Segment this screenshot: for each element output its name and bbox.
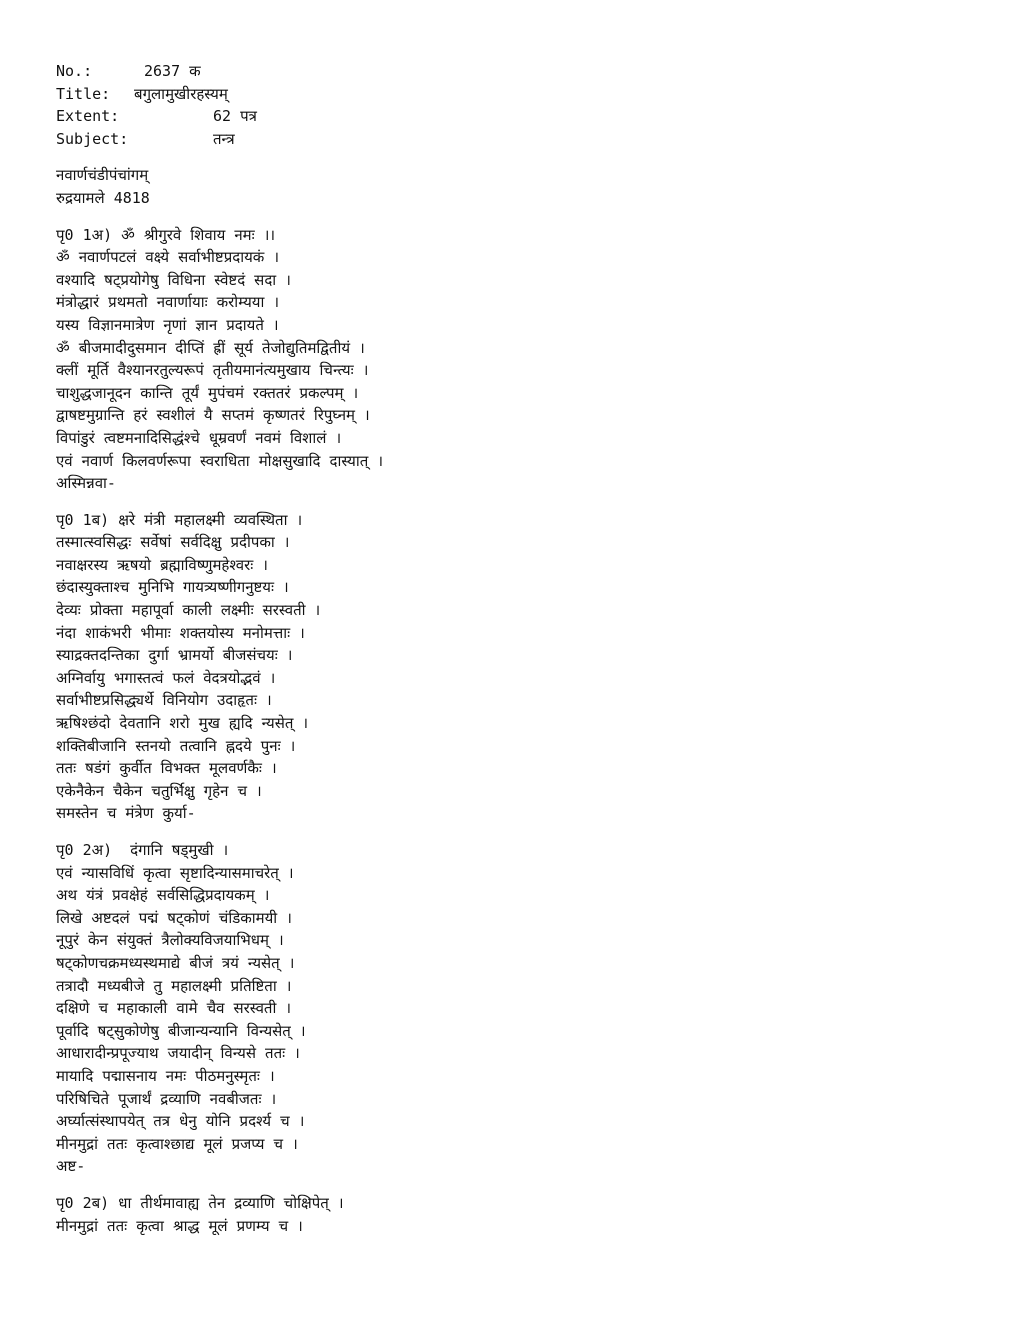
text-line: ततः षडंगं कुर्वीत विभक्त मूलवर्णकैः । bbox=[56, 759, 277, 778]
text-line: देव्यः प्रोक्ता महापूर्वा काली लक्ष्मीः सरस्वती । bbox=[56, 601, 321, 620]
text-line: आधारादीन्प्रपूज्याथ जयादीन् विन्यसे ततः । bbox=[56, 1044, 300, 1063]
subject-label: Subject: bbox=[56, 129, 129, 148]
text-line: परिषिचिते पूजार्थं द्रव्याणि नवबीजतः । bbox=[56, 1089, 277, 1108]
text-line: पृ0 1ब) क्षरे मंत्री महालक्ष्मी व्यवस्थिता । bbox=[56, 510, 303, 529]
number-row bbox=[56, 60, 996, 83]
text-line: एवं न्यासविधिं कृत्वा सृष्टादिन्यासमाचरेत् । bbox=[56, 863, 294, 882]
intro-line: रुद्रयामले 4818 bbox=[56, 188, 150, 207]
text-line: नंदा शाकंभरी भीमाः शक्तयोस्य मनोमत्ताः । bbox=[56, 623, 305, 642]
text-line: ॐ बीजमादीदुसमान दीप्तिं ह्रीं सूर्य तेजोद्युतिमद्वितीयं । bbox=[56, 338, 365, 357]
title-value: बगुलामुखीरहस्यम् bbox=[134, 84, 228, 103]
text-block-1b bbox=[56, 509, 996, 825]
text-line: मीनमुद्रां ततः कृत्वा श्राद्ध मूलं प्रणम्य च । bbox=[56, 1216, 303, 1235]
text-line: अग्निर्वायु भगास्तत्वं फलं वेदत्रयोद्भवं । bbox=[56, 668, 276, 687]
text-line: अष्ट- bbox=[56, 1157, 86, 1176]
subject-value: तन्त्र bbox=[213, 129, 235, 148]
text-line: षट्कोणचक्रमध्यस्थमाद्ये बीजं त्रयं न्यसेत् । bbox=[56, 953, 295, 972]
intro-section bbox=[56, 164, 996, 209]
title-row bbox=[56, 83, 996, 106]
text-line: पृ0 2ब) धा तीर्थमावाह्य तेन द्रव्याणि चोक्षिपेत् । bbox=[56, 1193, 344, 1212]
text-line: मंत्रोद्धारं प्रथमतो नवार्णायाः करोम्यया । bbox=[56, 293, 280, 312]
text-line: नूपुरं केन संयुक्तं त्रैलोक्यविजयाभिधम् । bbox=[56, 931, 284, 950]
title-label: Title: bbox=[56, 84, 111, 103]
text-line: स्याद्रक्तदन्तिका दुर्गा भ्रामर्यो बीजसंचयः । bbox=[56, 646, 293, 665]
extent-value: 62 पत्र bbox=[213, 107, 257, 126]
text-line: पृ0 1अ) ॐ श्रीगुरवे शिवाय नमः ।। bbox=[56, 225, 276, 244]
text-line: यस्य विज्ञानमात्रेण नृणां ज्ञान प्रदायते । bbox=[56, 315, 279, 334]
text-line: दक्षिणे च महाकाली वामे चैव सरस्वती । bbox=[56, 999, 292, 1018]
text-line: नवाक्षरस्य ऋषयो ब्रह्माविष्णुमहेश्वरः । bbox=[56, 555, 268, 574]
text-block-1a bbox=[56, 224, 996, 495]
text-line: विपांडुरं त्वष्टमनादिसिद्धंश्चे धूम्रवर्णं नवमं विशालं । bbox=[56, 428, 342, 447]
text-block-2a bbox=[56, 839, 996, 1178]
text-line: शक्तिबीजानि स्तनयो तत्वानि ह्नदये पुनः । bbox=[56, 736, 296, 755]
text-line: एवं नवार्ण किलवर्णरूपा स्वराधिता मोक्षसुखादि दास्यात् । bbox=[56, 451, 384, 470]
extent-label: Extent: bbox=[56, 107, 120, 126]
text-line: मीनमुद्रां ततः कृत्वाश्छाद्य मूलं प्रजप्य च । bbox=[56, 1134, 298, 1153]
text-line: तस्मात्स्वसिद्धः सर्वेषां सर्वदिक्षु प्रदीपका । bbox=[56, 533, 290, 552]
subject-row bbox=[56, 128, 996, 151]
text-line: अस्मिन्नवा- bbox=[56, 474, 116, 493]
text-line: लिखे अष्टदलं पद्मं षट्कोणं चंडिकामयी । bbox=[56, 908, 292, 927]
text-block-2b bbox=[56, 1192, 996, 1237]
text-line: अर्घ्यात्संस्थापयेत् तत्र धेनु योनि प्रदर्श्य च । bbox=[56, 1112, 305, 1131]
metadata-section bbox=[56, 60, 996, 150]
text-line: छंदास्युक्ताश्च मुनिभि गायत्र्यष्णीगनुष्टयः । bbox=[56, 578, 289, 597]
text-line: एकेनैकेन चैकेन चतुर्भिक्षु गृहेन च । bbox=[56, 781, 262, 800]
manuscript-record bbox=[56, 60, 996, 1237]
text-line: तत्रादौ मध्यबीजे तु महालक्ष्मी प्रतिष्टिता । bbox=[56, 976, 292, 995]
text-line: वश्यादि षट्प्रयोगेषु विधिना स्वेष्टदं सदा । bbox=[56, 270, 291, 289]
text-line: समस्तेन च मंत्रेण कुर्या- bbox=[56, 804, 196, 823]
text-line: ॐ नवार्णपटलं वक्ष्ये सर्वाभीष्टप्रदायकं । bbox=[56, 248, 280, 267]
number-value: 2637 क bbox=[144, 62, 201, 80]
intro-line: नवार्णचंडीपंचांगम् bbox=[56, 166, 149, 185]
text-line: सर्वाभीष्टप्रसिद्ध्यर्थे विनियोग उदाहृतः । bbox=[56, 691, 272, 710]
number-label: No.: bbox=[56, 62, 93, 80]
extent-row bbox=[56, 105, 996, 128]
text-line: द्वाषष्टमुग्रान्ति हरं स्वशीलं यै सप्तमं कृष्णतरं रिपुघ्नम् । bbox=[56, 406, 370, 425]
text-line: ऋषिश्छंदो देवतानि शरो मुख ह्यदि न्यसेत् । bbox=[56, 714, 309, 733]
text-line: पृ0 2अ) दंगानि षड्मुखी । bbox=[56, 841, 229, 859]
text-line: पूर्वादि षट्सुकोणेषु बीजान्यन्यानि विन्यसेत् । bbox=[56, 1021, 306, 1040]
text-line: अथ यंत्रं प्रवक्षेहं सर्वसिद्धिप्रदायकम् । bbox=[56, 886, 270, 905]
text-line: मायादि पद्मासनाय नमः पीठमनुस्मृतः । bbox=[56, 1066, 275, 1085]
text-line: क्लीं मूर्ति वैश्यानरतुल्यरूपं तृतीयमानंत्यमुखाय चिन्त्यः । bbox=[56, 361, 369, 380]
text-line: चाशुद्धजानूदन कान्ति तूर्यं मुपंचमं रक्ततरं प्रकल्पम् । bbox=[56, 383, 359, 402]
